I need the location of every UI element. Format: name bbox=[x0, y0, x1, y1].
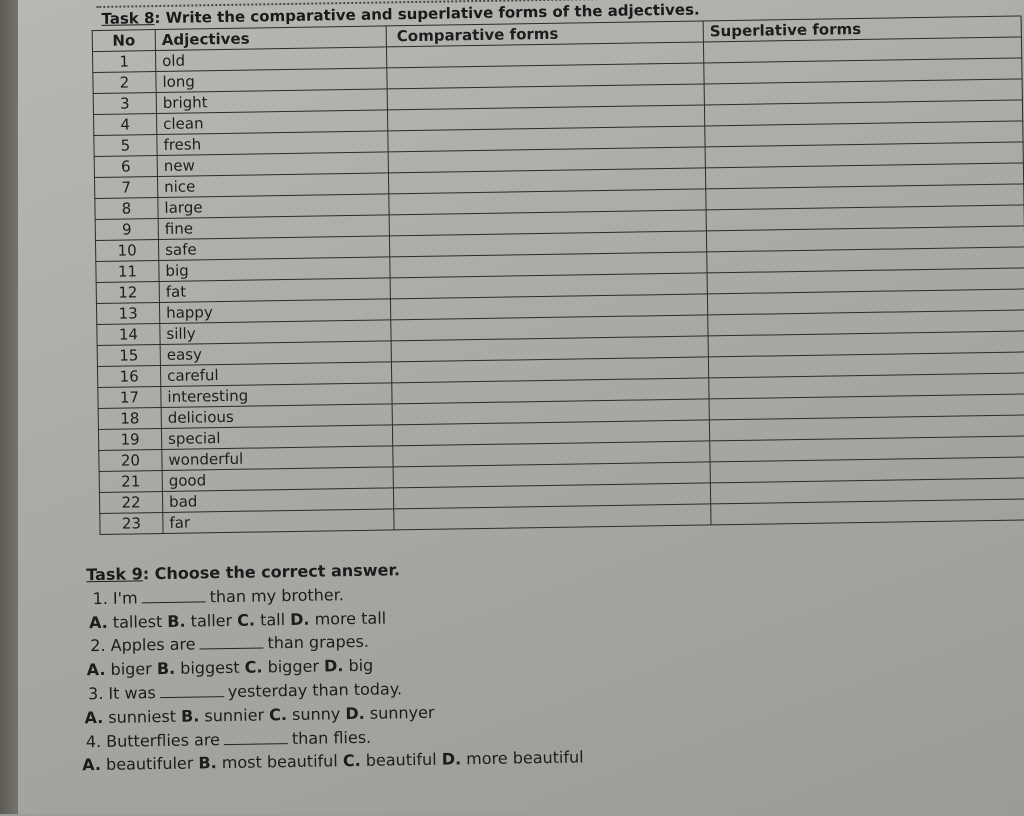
question-end: yesterday than today. bbox=[227, 679, 403, 701]
adjective: large bbox=[158, 194, 389, 219]
task9 bbox=[82, 555, 584, 777]
question-stem: 1. I'm bbox=[92, 588, 138, 608]
adjective: delicious bbox=[161, 404, 392, 429]
answer-blank[interactable] bbox=[224, 729, 288, 745]
option-letter: C. bbox=[342, 751, 361, 771]
header-comparative: Comparative forms bbox=[386, 21, 703, 47]
answer-blank[interactable] bbox=[199, 634, 263, 650]
adjective: long bbox=[156, 68, 387, 93]
option-letter: D. bbox=[290, 609, 310, 629]
comparative-answer-cell[interactable] bbox=[394, 504, 711, 530]
option-letter: A. bbox=[84, 707, 104, 728]
row-number: 6 bbox=[94, 156, 157, 178]
row-number: 14 bbox=[97, 324, 160, 346]
header-superlative: Superlative forms bbox=[703, 16, 1021, 42]
row-number: 13 bbox=[96, 303, 159, 325]
adjective: big bbox=[159, 257, 390, 282]
option-text[interactable]: beautiful bbox=[365, 750, 437, 771]
adjective: fine bbox=[158, 215, 389, 240]
row-number: 3 bbox=[93, 93, 156, 115]
option-text[interactable]: big bbox=[348, 655, 374, 676]
row-number: 21 bbox=[99, 471, 162, 493]
option-text[interactable]: sunnyer bbox=[369, 702, 435, 723]
option-letter: B. bbox=[180, 706, 200, 726]
question-end: than grapes. bbox=[267, 632, 370, 653]
option-text[interactable]: biggest bbox=[180, 658, 240, 678]
answer-blank[interactable] bbox=[160, 682, 224, 698]
question-stem: 4. Butterflies are bbox=[85, 729, 221, 751]
row-number: 19 bbox=[98, 429, 161, 451]
header-adjectives: Adjectives bbox=[155, 26, 386, 51]
option-text[interactable]: sunny bbox=[291, 704, 341, 724]
adjective: far bbox=[163, 509, 394, 534]
answer-blank[interactable] bbox=[142, 587, 206, 603]
option-text[interactable]: sunniest bbox=[108, 706, 177, 727]
task9-label: Task 9 bbox=[86, 564, 143, 585]
adjective: fresh bbox=[157, 131, 388, 156]
option-letter: D. bbox=[323, 656, 344, 676]
adjective: careful bbox=[160, 362, 391, 387]
adjectives-table bbox=[92, 15, 1024, 535]
row-number: 11 bbox=[96, 261, 159, 283]
row-number: 7 bbox=[94, 177, 157, 199]
adjective: wonderful bbox=[162, 446, 393, 471]
adjective: special bbox=[161, 425, 392, 450]
question-end: than my brother. bbox=[209, 584, 345, 607]
row-number: 22 bbox=[99, 492, 162, 514]
question-stem: 3. It was bbox=[87, 683, 156, 704]
option-text[interactable]: tall bbox=[259, 609, 286, 630]
question-end: than flies. bbox=[291, 727, 372, 748]
option-letter: C. bbox=[269, 704, 288, 725]
option-letter: A. bbox=[82, 755, 102, 775]
option-letter: B. bbox=[167, 611, 186, 631]
adjective: silly bbox=[160, 320, 391, 345]
row-number: 18 bbox=[98, 408, 161, 430]
option-text[interactable]: bigger bbox=[267, 656, 320, 677]
superlative-answer-cell[interactable] bbox=[711, 499, 1024, 525]
option-letter: B. bbox=[198, 753, 217, 773]
option-letter: A. bbox=[86, 660, 106, 680]
option-text[interactable]: biger bbox=[110, 659, 152, 680]
row-number: 16 bbox=[97, 366, 160, 388]
option-text[interactable]: taller bbox=[190, 610, 233, 631]
adjective: bright bbox=[156, 89, 387, 114]
row-number: 20 bbox=[99, 450, 162, 472]
row-number: 1 bbox=[93, 51, 156, 73]
option-text[interactable]: more beautiful bbox=[466, 747, 584, 769]
adjective: clean bbox=[156, 110, 387, 135]
adjective: safe bbox=[158, 236, 389, 261]
option-text[interactable]: tallest bbox=[112, 611, 163, 632]
adjective: interesting bbox=[161, 383, 392, 408]
task8-instruction: : Write the comparative and superlative forms of the adjectives. bbox=[154, 0, 700, 28]
option-letter: A. bbox=[88, 612, 108, 632]
option-text[interactable]: most beautiful bbox=[221, 751, 338, 773]
option-text[interactable]: more tall bbox=[314, 608, 387, 629]
option-letter: D. bbox=[441, 749, 462, 770]
adjective: fat bbox=[159, 278, 390, 303]
row-number: 4 bbox=[94, 114, 157, 136]
adjective: old bbox=[156, 47, 387, 72]
row-number: 2 bbox=[93, 72, 156, 94]
task9-instruction: : Choose the correct answer. bbox=[142, 560, 401, 584]
adjective: good bbox=[162, 467, 393, 492]
option-letter: C. bbox=[237, 610, 256, 630]
adjective: nice bbox=[157, 173, 388, 198]
row-number: 17 bbox=[98, 387, 161, 409]
option-text[interactable]: sunnier bbox=[204, 705, 265, 726]
adjective: happy bbox=[159, 299, 390, 324]
adjective: new bbox=[157, 152, 388, 177]
row-number: 9 bbox=[95, 219, 158, 241]
option-letter: D. bbox=[345, 703, 365, 723]
row-number: 5 bbox=[94, 135, 157, 157]
row-number: 12 bbox=[96, 282, 159, 304]
task8-label: Task 8 bbox=[101, 9, 155, 28]
adjective: bad bbox=[162, 488, 393, 513]
adjective: easy bbox=[160, 341, 391, 366]
question-stem: 2. Apples are bbox=[90, 634, 196, 656]
header-no: No bbox=[92, 30, 155, 52]
option-letter: B. bbox=[156, 659, 176, 679]
row-number: 8 bbox=[95, 198, 158, 220]
row-number: 15 bbox=[97, 345, 160, 367]
row-number: 10 bbox=[95, 240, 158, 262]
option-text[interactable]: beautifuler bbox=[105, 753, 194, 775]
option-letter: C. bbox=[244, 657, 263, 677]
row-number: 23 bbox=[100, 513, 163, 535]
